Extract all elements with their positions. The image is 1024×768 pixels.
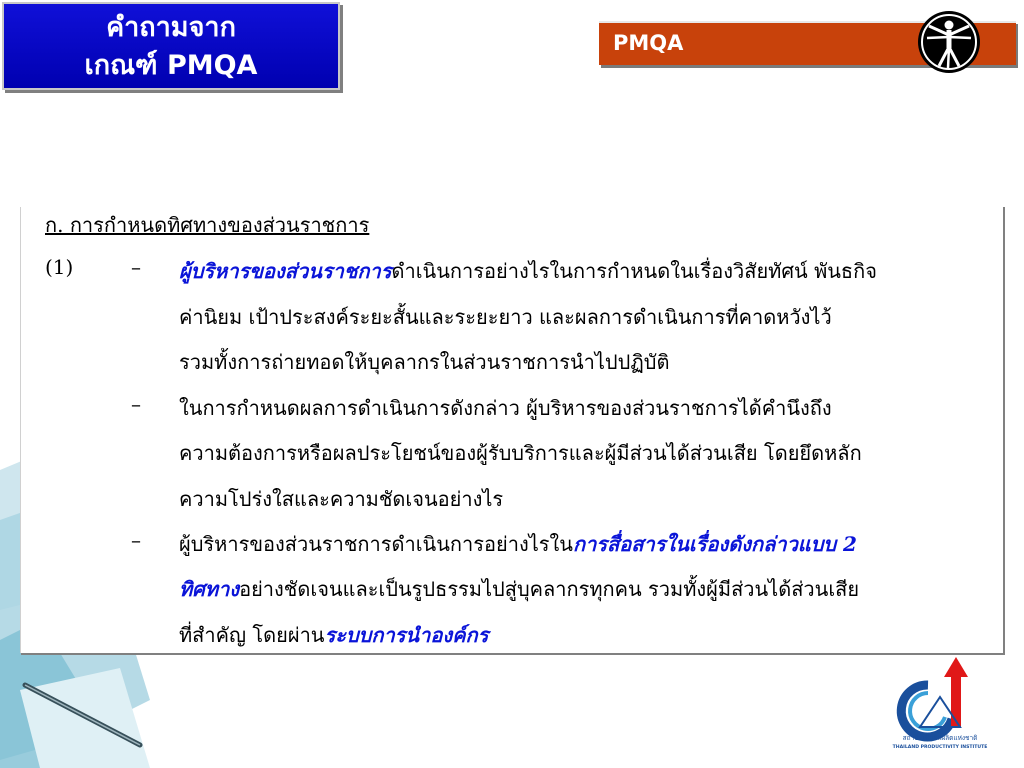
body-text: อย่างชัดเจนและเป็นรูปธรรมไปสู่บุคลากรทุกคน รวมทั้งผู้มีส่วนได้ส่วนเสีย [239, 577, 860, 601]
bullet-dash: – [131, 392, 141, 416]
bullet-1-line-3: รวมทั้งการถ่ายทอดให้บุคลากรในส่วนราชการนำไปปฏิบัติ [179, 350, 670, 374]
emphasis-text: ผู้บริหารของส่วนราชการ [179, 259, 392, 283]
slide-title [2, 2, 340, 90]
logo-caption-en: THAILAND PRODUCTIVITY INSTITUTE [892, 745, 988, 750]
title-line-1: คำถามจาก [106, 12, 236, 43]
body-text: ผู้บริหารของส่วนราชการดำเนินการอย่างไรใน [179, 532, 573, 556]
emphasis-text: ระบบการนำองค์กร [324, 623, 489, 647]
pmqa-banner-label: PMQA [613, 31, 684, 55]
bullet-2-line-2: ความต้องการหรือผลประโยชน์ของผู้รับบริการและผู้มีส่วนได้ส่วนเสีย โดยยึดหลัก [179, 441, 862, 465]
criteria-content-box [21, 207, 1005, 655]
bullet-dash: – [131, 255, 141, 279]
logo-caption-th: สถาบันเพิ่มผลผลิตแห่งชาติ [902, 734, 978, 742]
item-number: (1) [45, 255, 74, 279]
section-heading: ก. การกำหนดทิศทางของส่วนราชการ [45, 213, 370, 237]
emphasis-text: ทิศทาง [179, 577, 240, 601]
body-text: ดำเนินการอย่างไรในการกำหนดในเรื่องวิสัยทัศน์ พันธกิจ [391, 259, 877, 283]
title-line-2: เกณฑ์ PMQA [84, 50, 258, 81]
vitruvian-man-icon [915, 8, 983, 76]
bullet-3-line-3 [179, 619, 488, 651]
bullet-3-line-2 [179, 573, 859, 605]
bullet-3-line-1 [179, 528, 857, 560]
bullet-1-line-1 [179, 255, 877, 287]
bullet-2-line-3: ความโปร่งใสและความชัดเจนอย่างไร [179, 487, 504, 511]
thailand-productivity-institute-logo [890, 657, 990, 757]
emphasis-text: การสื่อสารในเรื่องดังกล่าวแบบ 2 [572, 532, 857, 556]
bullet-dash: – [131, 528, 141, 552]
bullet-2-line-1: ในการกำหนดผลการดำเนินการดังกล่าว ผู้บริหารของส่วนราชการได้คำนึงถึง [179, 396, 832, 420]
bullet-1-line-2: ค่านิยม เป้าประสงค์ระยะสั้นและระยะยาว และผลการดำเนินการที่คาดหวังไว้ [179, 305, 832, 329]
body-text: ที่สำคัญ โดยผ่าน [179, 623, 325, 647]
